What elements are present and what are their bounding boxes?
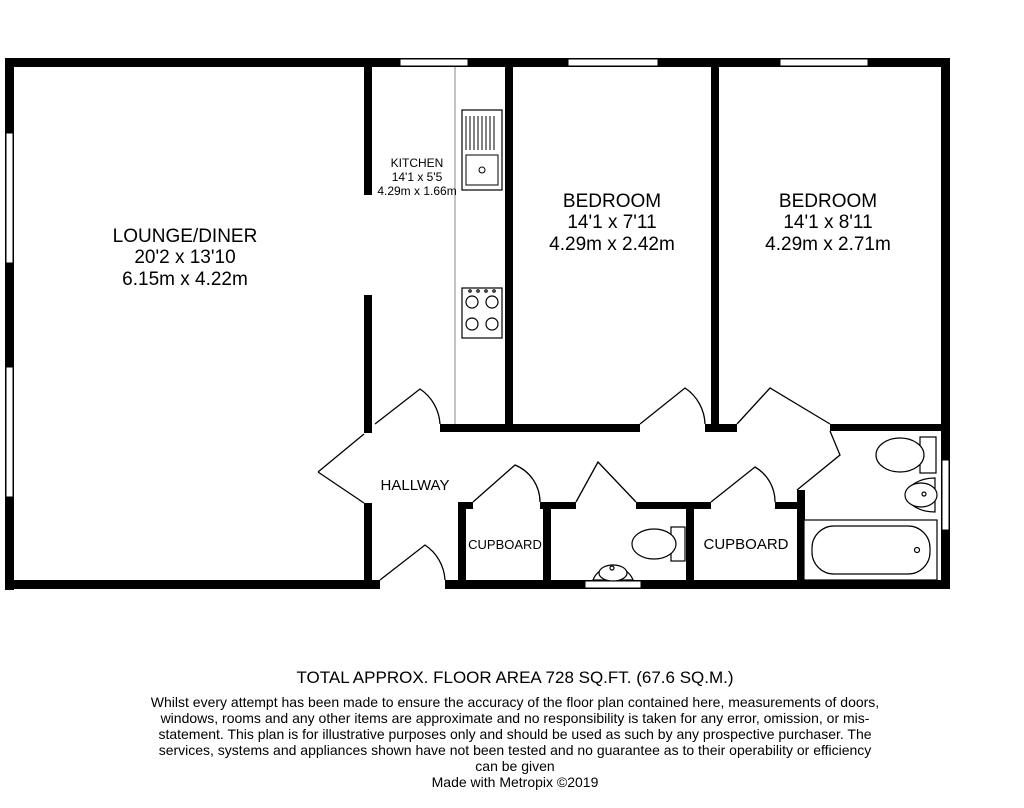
bedroom1-name: BEDROOM — [562, 191, 662, 212]
total-floor-area: TOTAL APPROX. FLOOR AREA 728 SQ.FT. (67.6 SQ.M.) — [296, 668, 734, 687]
cupboard1-label: CUPBOARD — [468, 537, 542, 552]
wc-toilet-icon — [632, 527, 685, 561]
disclaimer-text: Whilst every attempt has been made to ensure the accuracy of the floor plan contained here, measurements of doors, windows, rooms and any other items are approximate and no responsibility is taken for any error, omission, or mis-statement. This plan is for illustrative purposes only and should be used as such by any prospective purchaser. The services, systems and appliances shown have not been tested and no guarantee as to their operability or efficiency can be given — [150, 694, 880, 774]
bedroom2-name: BEDROOM — [778, 191, 878, 212]
kitchen-units — [455, 67, 502, 424]
kitchen-metric: 4.29m x 1.66m — [377, 183, 457, 198]
basin-icon — [905, 478, 937, 512]
lounge-name: LOUNGE/DINER — [112, 226, 258, 247]
credit-text: Made with Metropix ©2019 — [431, 774, 599, 790]
bedroom2-label — [728, 191, 928, 255]
wc-fixtures — [593, 527, 685, 581]
kitchen-imperial: 14'1 x 5'5 — [391, 169, 443, 184]
bathroom-fixtures — [804, 437, 937, 580]
wc-basin-icon — [593, 565, 633, 581]
bedroom1-label — [512, 191, 712, 255]
bedroom1-metric: 4.29m x 2.42m — [549, 233, 675, 255]
toilet-icon — [876, 437, 936, 473]
hob-icon — [462, 288, 502, 338]
hallway-label: HALLWAY — [380, 477, 450, 494]
bedroom2-metric: 4.29m x 2.71m — [765, 233, 891, 255]
bath-icon — [804, 520, 937, 580]
kitchen-name: KITCHEN — [390, 156, 444, 170]
lounge-imperial: 20'2 x 13'10 — [134, 247, 236, 269]
cupboard2-label: CUPBOARD — [703, 536, 789, 553]
bedroom1-imperial: 14'1 x 7'11 — [567, 212, 657, 234]
lounge-metric: 6.15m x 4.22m — [122, 268, 248, 290]
interior-walls — [364, 67, 945, 589]
kitchen-label — [364, 157, 470, 198]
bedroom2-imperial: 14'1 x 8'11 — [783, 212, 873, 234]
plan-footer — [150, 668, 880, 790]
lounge-label — [60, 226, 310, 290]
